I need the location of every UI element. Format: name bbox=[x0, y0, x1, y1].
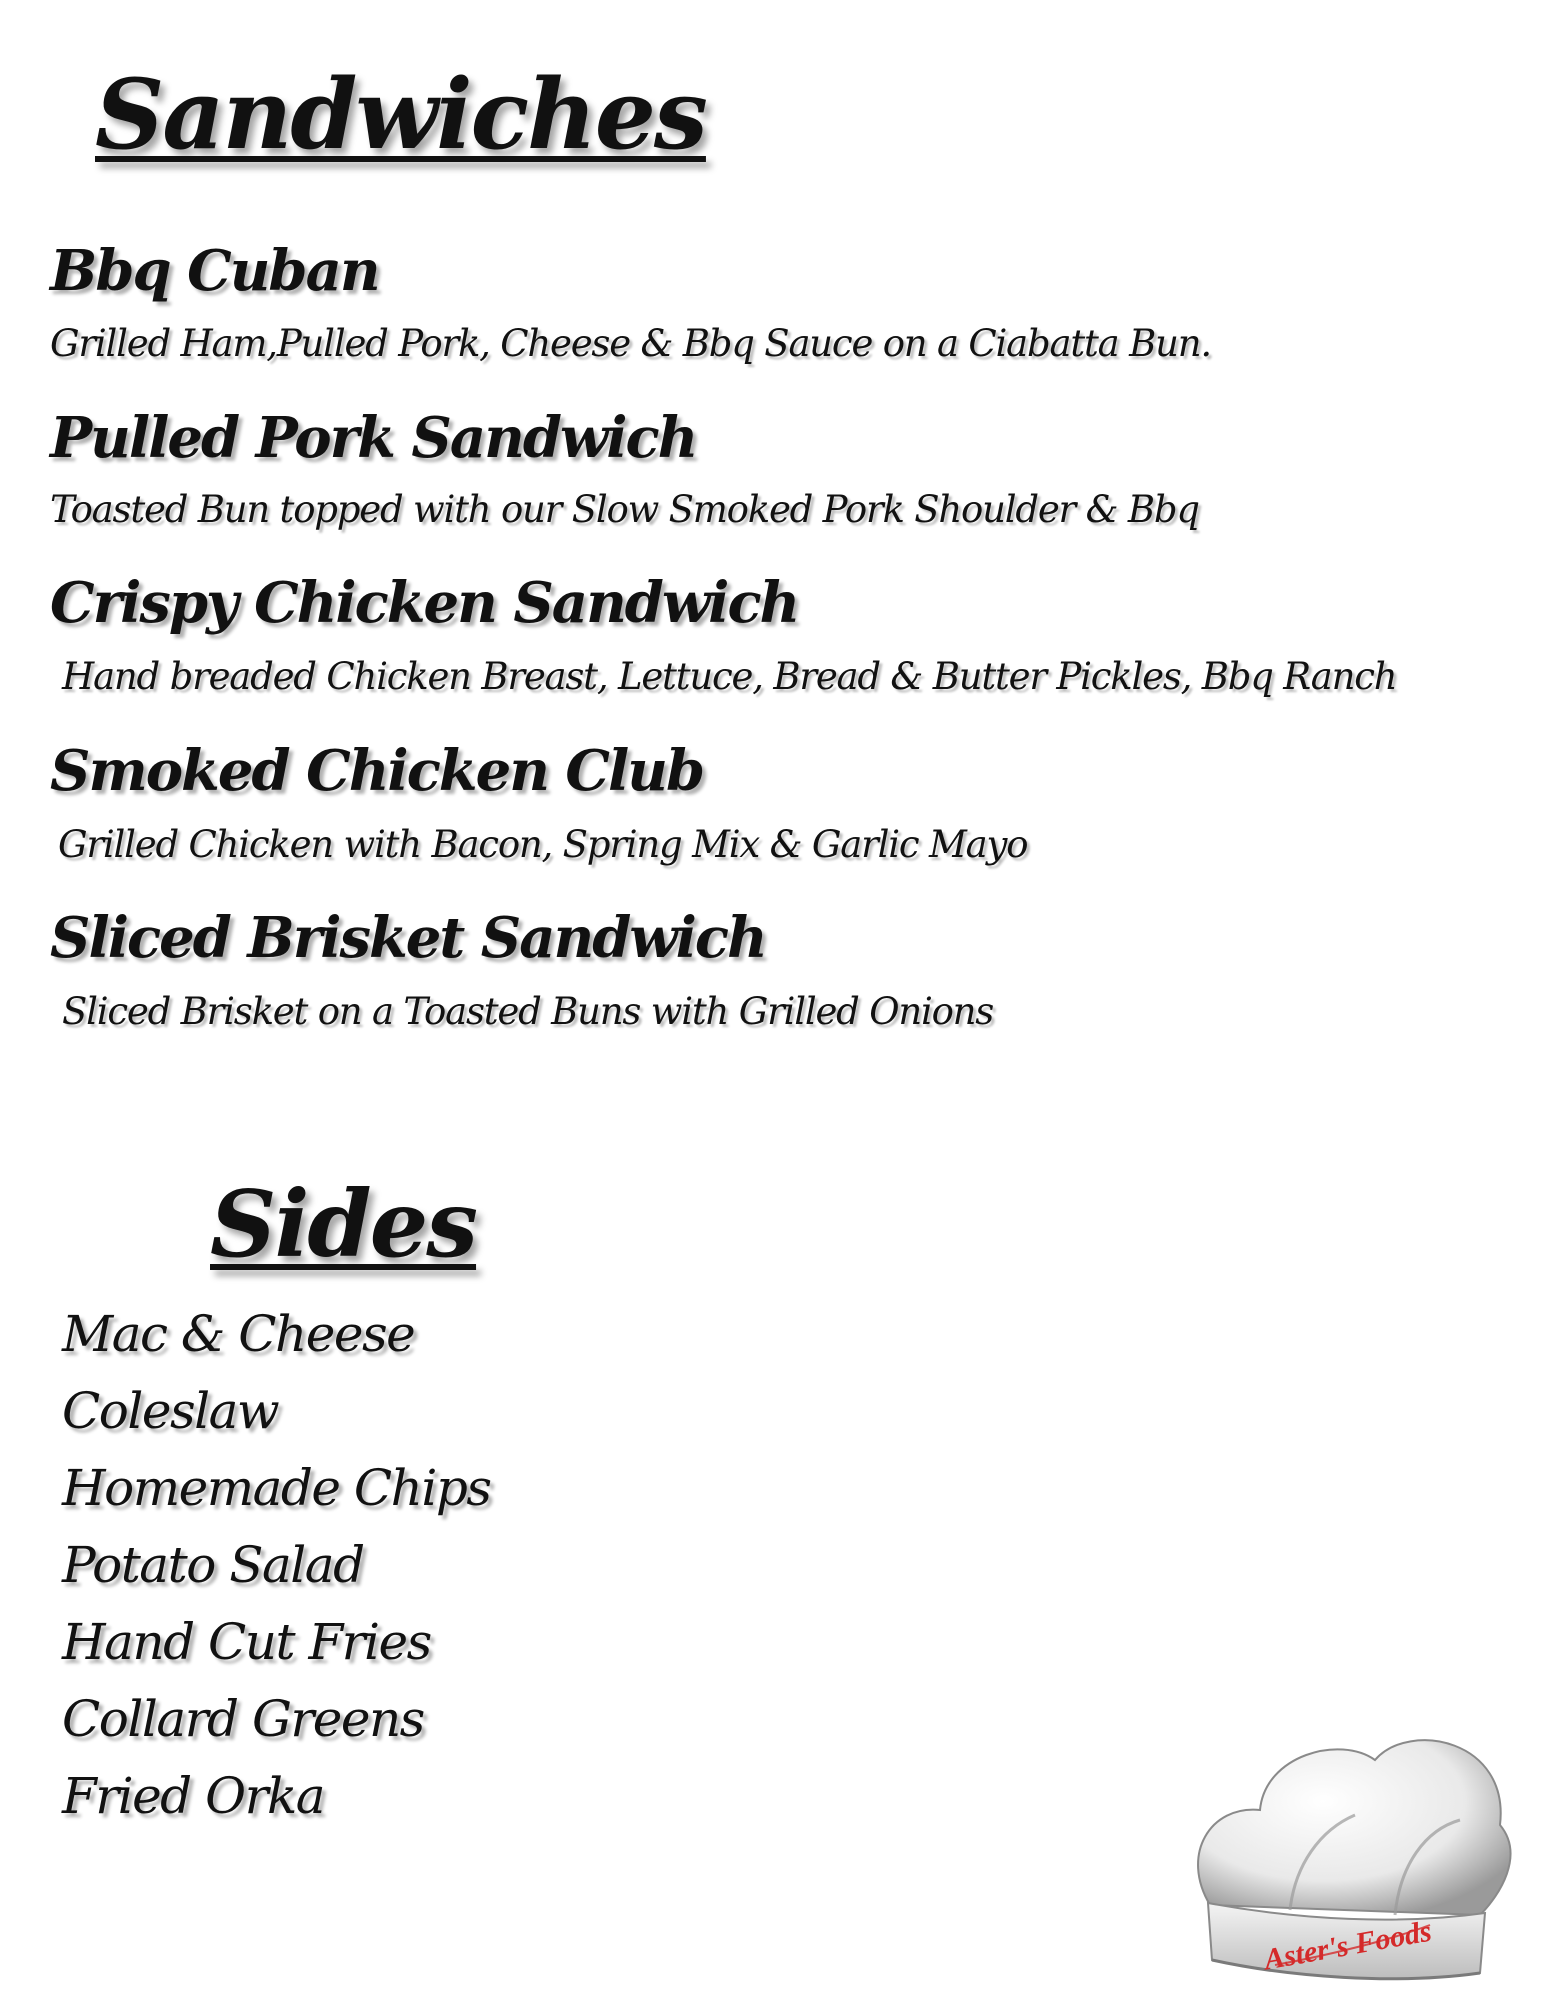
sides-heading: Sides bbox=[210, 1170, 477, 1278]
chef-hat-icon bbox=[1180, 1715, 1520, 1985]
item-name: Bbq Cuban bbox=[50, 238, 379, 304]
side-item: Potato Salad bbox=[62, 1536, 364, 1594]
side-item: Collard Greens bbox=[62, 1690, 424, 1748]
item-name: Pulled Pork Sandwich bbox=[50, 405, 697, 471]
item-description: Hand breaded Chicken Breast, Lettuce, Bread & Butter Pickles, Bbq Ranch bbox=[62, 655, 1397, 698]
side-item: Hand Cut Fries bbox=[62, 1613, 431, 1671]
item-description: Sliced Brisket on a Toasted Buns with Grilled Onions bbox=[62, 990, 994, 1033]
side-item: Coleslaw bbox=[62, 1382, 279, 1440]
item-description: Grilled Chicken with Bacon, Spring Mix & Garlic Mayo bbox=[58, 823, 1028, 866]
sandwiches-heading: Sandwiches bbox=[95, 58, 706, 171]
item-description: Toasted Bun topped with our Slow Smoked Pork Shoulder & Bbq bbox=[50, 488, 1199, 531]
item-description: Grilled Ham,Pulled Pork, Cheese & Bbq Sauce on a Ciabatta Bun. bbox=[50, 322, 1211, 365]
side-item: Homemade Chips bbox=[62, 1459, 491, 1517]
side-item: Fried Orka bbox=[62, 1767, 325, 1825]
side-item: Mac & Cheese bbox=[62, 1305, 415, 1363]
item-name: Smoked Chicken Club bbox=[50, 738, 704, 804]
item-name: Sliced Brisket Sandwich bbox=[50, 905, 766, 971]
item-name: Crispy Chicken Sandwich bbox=[50, 570, 799, 636]
logo-text: Aster's Foods bbox=[1261, 1914, 1434, 1977]
